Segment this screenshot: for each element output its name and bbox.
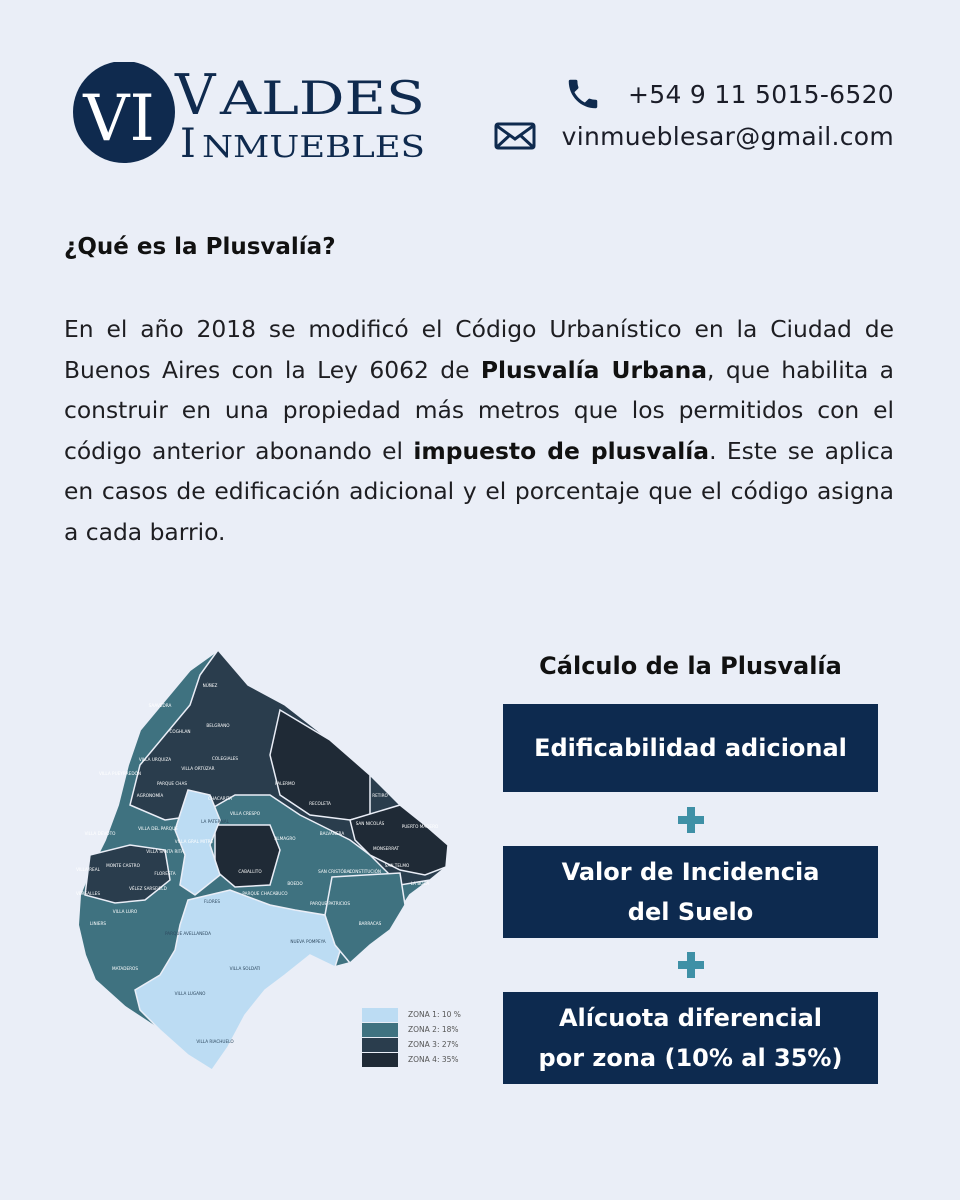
map-label-colegiales: COLEGIALES — [211, 756, 239, 761]
calc-box-edificabilidad — [503, 704, 878, 792]
map-label-villa-real: VILLA REAL — [76, 867, 100, 872]
map-label-villa-del-parque: VILLA DEL PARQUE — [138, 826, 178, 831]
map-label-retiro: RETIRO — [372, 793, 388, 798]
legend-swatch-zone-1 — [362, 1008, 398, 1022]
zone4-caballito — [215, 825, 280, 887]
map-label-villa-luro: VILLA LURO — [112, 909, 138, 914]
legend-label-zone-1: ZONA 1: 10 % — [408, 1010, 461, 1019]
map-label-san-nicolás: SAN NICOLÁS — [355, 821, 385, 826]
map-label-parque-chacabuco: PARQUE CHACABUCO — [242, 891, 288, 896]
map-label-monte-castro: MONTE CASTRO — [106, 863, 140, 868]
logo-monogram: VI — [83, 82, 155, 156]
legend-swatch-zone-3 — [362, 1038, 398, 1052]
map-label-villa-ortúzar: VILLA ORTÚZAR — [181, 766, 215, 771]
calc-box-valor-incidencia-label: Valor de Incidencia del Suelo — [561, 858, 820, 926]
map-label-balvanera: BALVANERA — [319, 831, 345, 836]
contact-info — [492, 74, 894, 156]
envelope-icon — [492, 121, 538, 151]
phone-number: +54 9 11 5015-6520 — [628, 79, 894, 109]
legend-label-zone-3: ZONA 3: 27% — [408, 1040, 459, 1049]
map-label-san-telmo: SAN TELMO — [384, 863, 410, 868]
legend-swatch-zone-2 — [362, 1023, 398, 1037]
email-address: vinmueblesar@gmail.com — [561, 121, 894, 151]
calc-box-edificabilidad-label: Edificabilidad adicional — [534, 734, 847, 762]
map-label-liniers: LINIERS — [89, 921, 107, 926]
legend-row-zone-1 — [362, 1007, 461, 1022]
email-row[interactable] — [492, 116, 894, 156]
legend-label-zone-4: ZONA 4: 35% — [408, 1055, 459, 1064]
map-label-boedo: BOEDO — [287, 881, 303, 886]
phone-icon — [560, 75, 606, 113]
legend-row-zone-2 — [362, 1022, 461, 1037]
paragraph-text-3: . Este se aplica en casos de edificación adicional y el porcentaje que el código asigna a cada barrio. — [64, 436, 895, 546]
map-label-núñez: NÚÑEZ — [202, 683, 218, 688]
map-label-palermo: PALERMO — [275, 781, 295, 786]
map-label-mataderos: MATADEROS — [112, 966, 138, 971]
map-label-villa-crespo: VILLA CRESPO — [229, 811, 261, 816]
svg-text:V: V — [175, 63, 216, 128]
map-label-villa-lugano: VILLA LUGANO — [174, 991, 206, 996]
map-label-san-cristóbal: SAN CRISTÓBAL — [318, 869, 352, 874]
map-label-coghlan: COGHLAN — [169, 729, 191, 734]
map-label-monserrat: MONSERRAT — [372, 846, 400, 851]
map-label-villa-urquiza: VILLA URQUIZA — [138, 757, 172, 762]
map-label-parque-patricios: PARQUE PATRICIOS — [310, 901, 350, 906]
calc-box-valor-incidencia — [503, 846, 878, 938]
map-label-almagro: ALMAGRO — [274, 836, 296, 841]
logo-name-line1: ALDES — [218, 71, 425, 125]
valdes-inmuebles-logo — [72, 62, 442, 172]
zone-legend — [362, 1007, 461, 1067]
map-label-versalles: VERSALLES — [76, 891, 100, 896]
map-label-saavedra: SAAVEDRA — [148, 703, 172, 708]
calc-title: Cálculo de la Plusvalía — [539, 652, 842, 680]
plus-icon — [678, 807, 704, 833]
map-label-villa-devoto: VILLA DEVOTO — [84, 831, 116, 836]
legend-label-zone-2: ZONA 2: 18% — [408, 1025, 459, 1034]
map-label-chacarita: CHACARITA — [208, 796, 232, 801]
map-label-vélez-sarsfield: VÉLEZ SARSFIELD — [129, 886, 167, 891]
map-label-parque-avellaneda: PARQUE AVELLANEDA — [165, 931, 211, 936]
map-label-agronomía: AGRONOMÍA — [136, 793, 164, 798]
map-label-floresta: FLORESTA — [154, 871, 176, 876]
map-label-belgrano: BELGRANO — [206, 723, 230, 728]
map-label-villa-riachuelo: VILLA RIACHUELO — [196, 1039, 234, 1044]
calc-box-alicuota — [503, 992, 878, 1084]
legend-row-zone-3 — [362, 1037, 461, 1052]
map-label-villa-soldati: VILLA SOLDATI — [229, 966, 261, 971]
section-heading: ¿Qué es la Plusvalía? — [64, 234, 336, 260]
phone-row[interactable] — [492, 74, 894, 114]
map-label-villa-gral-mitre: VILLA GRAL MITRE — [174, 839, 214, 844]
logo-name-line2: NMUEBLES — [202, 130, 425, 165]
legend-swatch-zone-4 — [362, 1053, 398, 1067]
map-label-parque-chas: PARQUE CHAS — [157, 781, 187, 786]
svg-text:I: I — [180, 121, 196, 167]
map-label-la-boca: LA BOCA — [410, 881, 430, 886]
map-label-flores: FLORES — [203, 899, 221, 904]
map-label-villa-santa-rita: VILLA SANTA RITA — [146, 849, 184, 854]
map-label-recoleta: RECOLETA — [309, 801, 331, 806]
header — [0, 0, 960, 200]
legend-row-zone-4 — [362, 1052, 461, 1067]
map-label-nueva-pompeya: NUEVA POMPEYA — [290, 939, 326, 944]
map-label-villa-pueyrredón: VILLA PUEYRREDÓN — [99, 771, 141, 776]
map-label-barracas: BARRACAS — [358, 921, 382, 926]
paragraph-text-1: En el año 2018 se modificó el Código Urbanístico en la Ciudad de Buenos Aires con la Ley 6062 de — [64, 315, 894, 384]
map-label-la-paternal: LA PATERNAL — [201, 819, 229, 824]
plus-icon — [678, 952, 704, 978]
calc-box-alicuota-label: Alícuota diferencial por zona (10% al 35%) — [538, 1004, 843, 1072]
intro-paragraph — [64, 309, 894, 552]
paragraph-text-2: , que habilita a construir en una propiedad más metros que los permitidos con el código anterior abonando el — [64, 355, 894, 465]
map-label-caballito: CABALLITO — [238, 869, 262, 874]
paragraph-bold-1: Plusvalía Urbana — [480, 355, 708, 384]
map-label-puerto-madero: PUERTO MADERO — [401, 824, 439, 829]
map-label-constitución: CONSTITUCIÓN — [348, 869, 382, 874]
paragraph-bold-2: impuesto de plusvalía — [413, 436, 710, 465]
